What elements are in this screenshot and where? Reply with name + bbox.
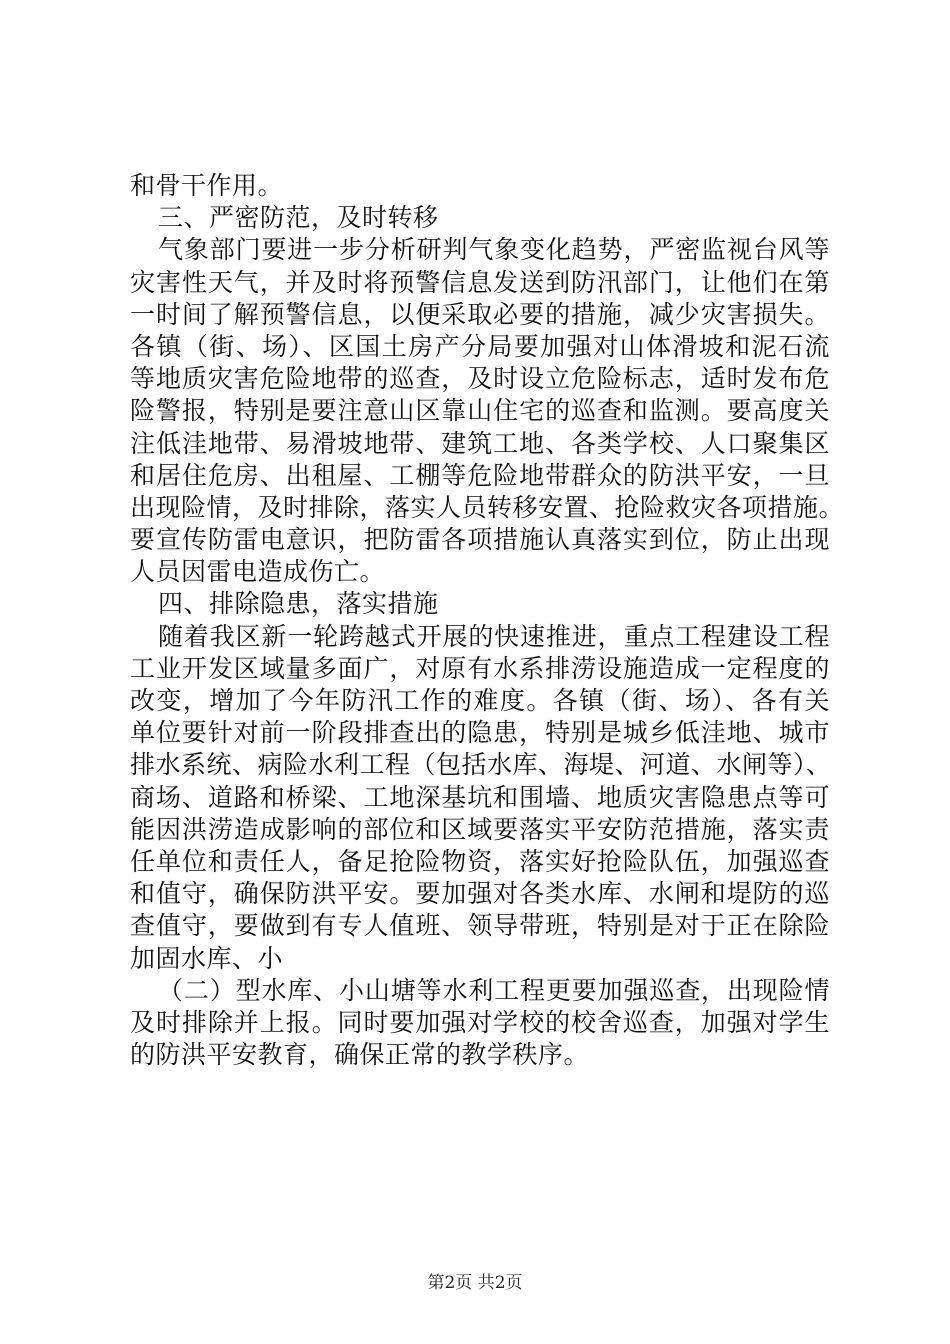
text-line: 工业开发区域量多面广，对原有水系排涝设施造成一定程度的 xyxy=(130,653,830,683)
text-line: 各镇（街、场）、区国土房产分局要加强对山体滑坡和泥石流 xyxy=(130,331,830,361)
text-line: 人员因雷电造成伤亡。 xyxy=(130,557,386,587)
text-line: 和骨干作用。 xyxy=(130,171,284,200)
document-body xyxy=(130,170,845,1071)
text-line: 注低洼地带、易滑坡地带、建筑工地、各类学校、人口聚集区 xyxy=(130,428,830,458)
text-line: 商场、道路和桥梁、工地深基坑和围墙、地质灾害隐患点等可 xyxy=(130,782,830,812)
text-line: （二）型水库、小山塘等水利工程更要加强巡查，出现险情 xyxy=(158,975,830,1005)
text-line: 等地质灾害危险地带的巡查，及时设立危险标志，适时发布危 xyxy=(130,364,830,394)
text-line: 和居住危房、出租屋、工棚等危险地带群众的防洪平安，一旦 xyxy=(130,460,830,490)
text-line: 和值守，确保防洪平安。要加强对各类水库、水闸和堤防的巡 xyxy=(130,879,830,909)
text-line: 的防洪平安教育，确保正常的教学秩序。 xyxy=(130,1040,590,1070)
text-line: 能因洪涝造成影响的部位和区域要落实平安防范措施，落实责 xyxy=(130,814,830,844)
text-line: 一时间了解预警信息，以便采取必要的措施，减少灾害损失。 xyxy=(130,299,830,329)
text-line: 灾害性天气，并及时将预警信息发送到防汛部门，让他们在第 xyxy=(130,267,830,297)
text-line: 查值守，要做到有专人值班、领导带班，特别是对于正在除险 xyxy=(130,911,830,941)
text-line: 随着我区新一轮跨越式开展的快速推进，重点工程建设工程 xyxy=(158,621,830,651)
text-line: 要宣传防雷电意识，把防雷各项措施认真落实到位，防止出现 xyxy=(130,525,830,555)
section-heading: 四、排除隐患，落实措施 xyxy=(158,589,439,619)
text-line: 排水系统、病险水利工程（包括水库、海堤、河道、水闸等）、 xyxy=(130,750,832,780)
text-line: 气象部门要进一步分析研判气象变化趋势，严密监视台风等 xyxy=(158,235,830,265)
text-line: 单位要针对前一阶段排查出的隐患，特别是城乡低洼地、城市 xyxy=(130,718,830,748)
text-line: 险警报，特别是要注意山区靠山住宅的巡查和监测。要高度关 xyxy=(130,396,830,426)
text-line: 改变，增加了今年防汛工作的难度。各镇（街、场）、各有关 xyxy=(130,686,830,715)
text-line: 加固水库、小 xyxy=(130,943,284,973)
text-line: 及时排除并上报。同时要加强对学校的校舍巡查，加强对学生 xyxy=(130,1007,830,1037)
section-heading: 三、严密防范，及时转移 xyxy=(158,203,439,233)
page-number-footer: 第2页 共2页 xyxy=(427,1273,523,1293)
text-line: 任单位和责任人，备足抢险物资，落实好抢险队伍，加强巡查 xyxy=(130,846,830,876)
text-line: 出现险情，及时排除，落实人员转移安置、抢险救灾各项措施。 xyxy=(130,492,845,522)
